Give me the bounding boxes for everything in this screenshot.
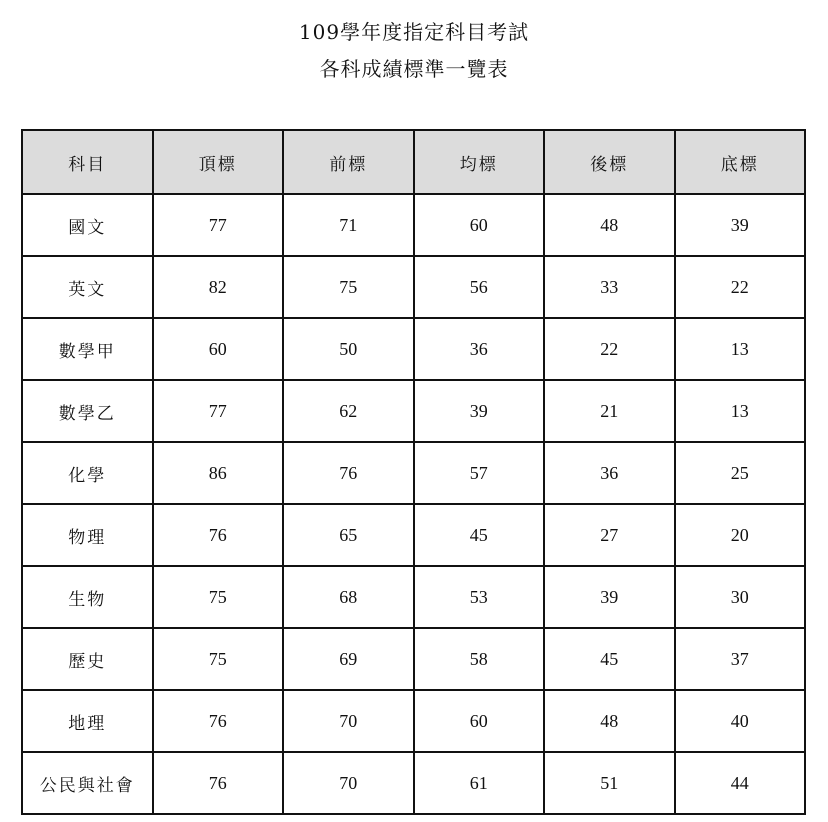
subject-cell: 數學甲: [22, 318, 153, 380]
table-header: [22, 130, 805, 194]
table-row: [22, 442, 805, 504]
subject-cell: 化學: [22, 442, 153, 504]
table-row: [22, 256, 805, 318]
subject-cell: 物理: [22, 504, 153, 566]
bottom-standard-cell: 13: [675, 318, 806, 380]
score-standards-table-container: [21, 129, 806, 803]
back-standard-cell: 36: [544, 442, 675, 504]
bottom-standard-cell: 22: [675, 256, 806, 318]
front-standard-cell: 70: [283, 752, 414, 814]
front-standard-cell: 62: [283, 380, 414, 442]
average-standard-cell: 60: [414, 194, 545, 256]
header-bottom-standard: 底標: [675, 130, 806, 194]
table-row: [22, 628, 805, 690]
bottom-standard-cell: 39: [675, 194, 806, 256]
front-standard-cell: 68: [283, 566, 414, 628]
front-standard-cell: 69: [283, 628, 414, 690]
average-standard-cell: 57: [414, 442, 545, 504]
back-standard-cell: 27: [544, 504, 675, 566]
front-standard-cell: 76: [283, 442, 414, 504]
header-row: [22, 130, 805, 194]
bottom-standard-cell: 40: [675, 690, 806, 752]
table-row: [22, 504, 805, 566]
average-standard-cell: 53: [414, 566, 545, 628]
bottom-standard-cell: 37: [675, 628, 806, 690]
header-top-standard: 頂標: [153, 130, 284, 194]
average-standard-cell: 36: [414, 318, 545, 380]
top-standard-cell: 86: [153, 442, 284, 504]
average-standard-cell: 61: [414, 752, 545, 814]
bottom-standard-cell: 30: [675, 566, 806, 628]
back-standard-cell: 22: [544, 318, 675, 380]
top-standard-cell: 77: [153, 380, 284, 442]
subject-cell: 國文: [22, 194, 153, 256]
table-row: [22, 566, 805, 628]
subject-cell: 英文: [22, 256, 153, 318]
back-standard-cell: 48: [544, 194, 675, 256]
front-standard-cell: 50: [283, 318, 414, 380]
average-standard-cell: 58: [414, 628, 545, 690]
table-body: [22, 194, 805, 814]
bottom-standard-cell: 25: [675, 442, 806, 504]
bottom-standard-cell: 44: [675, 752, 806, 814]
average-standard-cell: 60: [414, 690, 545, 752]
table-row: [22, 380, 805, 442]
front-standard-cell: 65: [283, 504, 414, 566]
average-standard-cell: 45: [414, 504, 545, 566]
average-standard-cell: 39: [414, 380, 545, 442]
bottom-standard-cell: 13: [675, 380, 806, 442]
subject-cell: 地理: [22, 690, 153, 752]
document-title: 109學年度指定科目考試: [298, 20, 530, 44]
table-row: [22, 318, 805, 380]
bottom-standard-cell: 20: [675, 504, 806, 566]
top-standard-cell: 77: [153, 194, 284, 256]
front-standard-cell: 75: [283, 256, 414, 318]
back-standard-cell: 21: [544, 380, 675, 442]
top-standard-cell: 60: [153, 318, 284, 380]
score-standards-table: [21, 129, 806, 815]
top-standard-cell: 75: [153, 628, 284, 690]
back-standard-cell: 48: [544, 690, 675, 752]
table-row: [22, 752, 805, 814]
back-standard-cell: 51: [544, 752, 675, 814]
average-standard-cell: 56: [414, 256, 545, 318]
front-standard-cell: 70: [283, 690, 414, 752]
header-back-standard: 後標: [544, 130, 675, 194]
top-standard-cell: 76: [153, 690, 284, 752]
subject-cell: 數學乙: [22, 380, 153, 442]
table-row: [22, 194, 805, 256]
table-row: [22, 690, 805, 752]
top-standard-cell: 76: [153, 752, 284, 814]
header-average-standard: 均標: [414, 130, 545, 194]
top-standard-cell: 75: [153, 566, 284, 628]
document-subtitle: 各科成績標準一覽表: [319, 57, 509, 81]
back-standard-cell: 39: [544, 566, 675, 628]
back-standard-cell: 33: [544, 256, 675, 318]
top-standard-cell: 82: [153, 256, 284, 318]
subject-cell: 歷史: [22, 628, 153, 690]
front-standard-cell: 71: [283, 194, 414, 256]
subject-cell: 公民與社會: [22, 752, 153, 814]
header-front-standard: 前標: [283, 130, 414, 194]
subject-cell: 生物: [22, 566, 153, 628]
header-subject: 科目: [22, 130, 153, 194]
top-standard-cell: 76: [153, 504, 284, 566]
back-standard-cell: 45: [544, 628, 675, 690]
